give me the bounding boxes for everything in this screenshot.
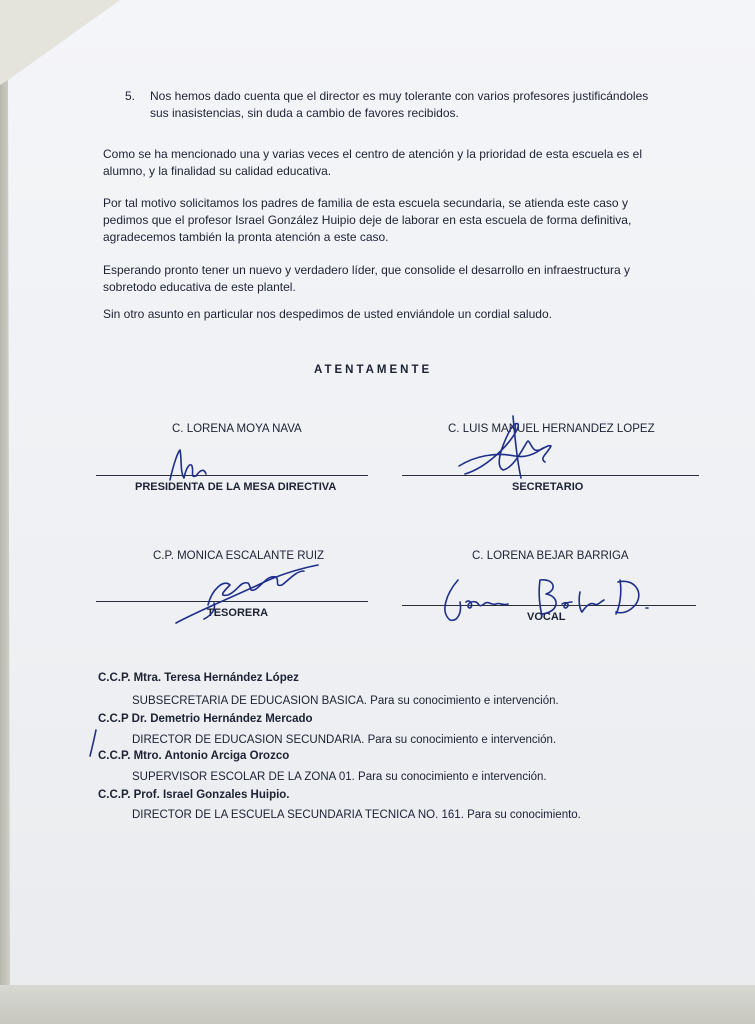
signatory-name-president: C. LORENA MOYA NAVA [172,423,302,435]
ccp-description-3: SUPERVISOR ESCOLAR DE LA ZONA 01. Para su conocimiento e intervención. [132,771,547,783]
signatory-role-secretary: SECRETARIO [512,481,584,493]
paragraph-hope: Esperando pronto tener un nuevo y verdadero líder, que consolide el desarrollo en infraestructura y sobretodo educativa de este plantel. [103,263,630,294]
list-item-number: 5. [125,89,136,103]
signatory-name-treasurer: C.P. MONICA ESCALANTE RUIZ [153,550,325,562]
paragraph-priority: Como se ha mencionado una y varias veces el centro de atención y la prioridad de esta escuela es el alumno, y la finalidad su calidad educativa. [103,147,642,178]
signature-line-president [96,475,368,476]
signature-president [160,440,220,490]
ccp-description-1: SUBSECRETARIA DE EDUCASION BASICA. Para su conocimiento e intervención. [132,695,559,707]
signatory-name-vocal: C. LORENA BEJAR BARRIGA [472,550,629,562]
signatory-name-secretary: C. LUIS MANUEL HERNANDEZ LOPEZ [448,423,655,435]
ccp-description-4: DIRECTOR DE LA ESCUELA SECUNDARIA TECNICA NO. 161. Para su conocimiento. [132,809,581,821]
paragraph-request: Por tal motivo solicitamos los padres de familia de esta escuela secundaria, se atienda este caso y pedimos que el profesor Israel González Huipio deje de laborar en esta escuela de forma definitiva, agradecemos también la pronta atención a este caso. [103,196,632,244]
signatory-role-president: PRESIDENTA DE LA MESA DIRECTIVA [135,481,337,493]
signatory-role-vocal: VOCAL [527,611,566,623]
ccp-recipient-1: C.C.P. Mtra. Teresa Hernández López [98,672,299,684]
handwritten-check-mark [88,728,100,760]
closing-heading: ATENTAMENTE [314,364,433,376]
signature-treasurer [168,545,328,630]
ccp-description-2: DIRECTOR DE EDUCASION SECUNDARIA. Para su conocimiento e intervención. [132,734,557,746]
paragraph-farewell: Sin otro asunto en particular nos despedimos de usted enviándole un cordial saludo. [103,307,552,321]
ccp-recipient-4: C.C.P. Prof. Israel Gonzales Huipio. [98,789,290,801]
signature-secretary [455,408,565,488]
signature-vocal [430,572,665,627]
list-item-text: Nos hemos dado cuenta que el director es muy tolerante con varios profesores justificándoles sus inasistencias, sin duda a cambio de favores recibidos. [150,89,649,120]
signatory-role-treasurer: TESORERA [207,607,269,619]
desk-surface-bottom [0,985,755,1024]
ccp-recipient-3: C.C.P. Mtro. Antonio Arciga Orozco [98,750,290,762]
ccp-recipient-2: C.C.P Dr. Demetrio Hernández Mercado [98,713,313,725]
